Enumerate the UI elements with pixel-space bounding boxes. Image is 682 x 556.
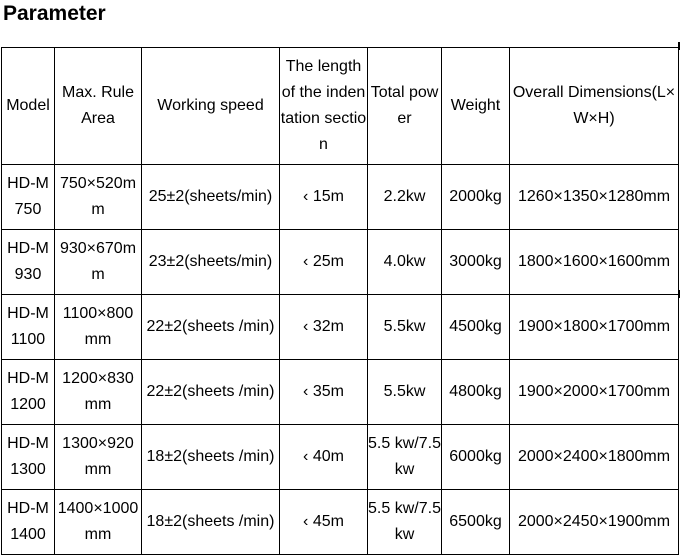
cell-max-rule-area: 1200×830 mm [55, 360, 142, 425]
cell-working-speed: 25±2(sheets/min) [142, 165, 280, 230]
cell-model: HD-M 1100 [2, 295, 55, 360]
cell-total-power: 5.5 kw/7.5kw [368, 425, 442, 490]
cell-total-power: 5.5 kw/7.5kw [368, 490, 442, 555]
cell-weight: 4800kg [442, 360, 510, 425]
header-model: Model [2, 48, 55, 165]
header-weight: Weight [442, 48, 510, 165]
table-row [2, 230, 679, 295]
header-total-power: Total power [368, 48, 442, 165]
cell-max-rule-area: 1100×800 mm [55, 295, 142, 360]
header-working-speed: Working speed [142, 48, 280, 165]
cell-overall-dimensions: 1800×1600×1600mm [510, 230, 679, 295]
table-row [2, 425, 679, 490]
edge-tick-top [678, 42, 680, 50]
cell-max-rule-area: 750×520mm [55, 165, 142, 230]
cell-indentation-length: ‹ 40m [280, 425, 368, 490]
cell-indentation-length: ‹ 35m [280, 360, 368, 425]
cell-weight: 6000kg [442, 425, 510, 490]
edge-tick-middle [678, 290, 680, 298]
cell-working-speed: 22±2(sheets /min) [142, 360, 280, 425]
cell-max-rule-area: 1400×1000 mm [55, 490, 142, 555]
cell-model: HD-M 1300 [2, 425, 55, 490]
cell-overall-dimensions: 1260×1350×1280mm [510, 165, 679, 230]
cell-indentation-length: ‹ 32m [280, 295, 368, 360]
cell-working-speed: 22±2(sheets /min) [142, 295, 280, 360]
cell-weight: 2000kg [442, 165, 510, 230]
cell-total-power: 5.5kw [368, 295, 442, 360]
cell-overall-dimensions: 2000×2450×1900mm [510, 490, 679, 555]
cell-weight: 4500kg [442, 295, 510, 360]
header-max-rule-area: Max. Rule Area [55, 48, 142, 165]
cell-working-speed: 23±2(sheets/min) [142, 230, 280, 295]
header-overall-dimensions: Overall Dimensions(L×W×H) [510, 48, 679, 165]
cell-indentation-length: ‹ 45m [280, 490, 368, 555]
cell-indentation-length: ‹ 25m [280, 230, 368, 295]
cell-model: HD-M 1400 [2, 490, 55, 555]
parameter-table [1, 47, 679, 555]
table-header-row [2, 48, 679, 165]
cell-working-speed: 18±2(sheets /min) [142, 425, 280, 490]
cell-model: HD-M 1200 [2, 360, 55, 425]
header-indentation-length: The length of the indentation section [280, 48, 368, 165]
cell-weight: 6500kg [442, 490, 510, 555]
cell-weight: 3000kg [442, 230, 510, 295]
cell-max-rule-area: 1300×920 mm [55, 425, 142, 490]
cell-overall-dimensions: 1900×2000×1700mm [510, 360, 679, 425]
page-title: Parameter [3, 2, 106, 25]
cell-model: HD-M 930 [2, 230, 55, 295]
table-row [2, 295, 679, 360]
cell-max-rule-area: 930×670mm [55, 230, 142, 295]
cell-indentation-length: ‹ 15m [280, 165, 368, 230]
cell-model: HD-M 750 [2, 165, 55, 230]
cell-total-power: 5.5kw [368, 360, 442, 425]
table-row [2, 490, 679, 555]
cell-overall-dimensions: 1900×1800×1700mm [510, 295, 679, 360]
cell-working-speed: 18±2(sheets /min) [142, 490, 280, 555]
table-row [2, 360, 679, 425]
cell-overall-dimensions: 2000×2400×1800mm [510, 425, 679, 490]
table-row [2, 165, 679, 230]
cell-total-power: 4.0kw [368, 230, 442, 295]
cell-total-power: 2.2kw [368, 165, 442, 230]
